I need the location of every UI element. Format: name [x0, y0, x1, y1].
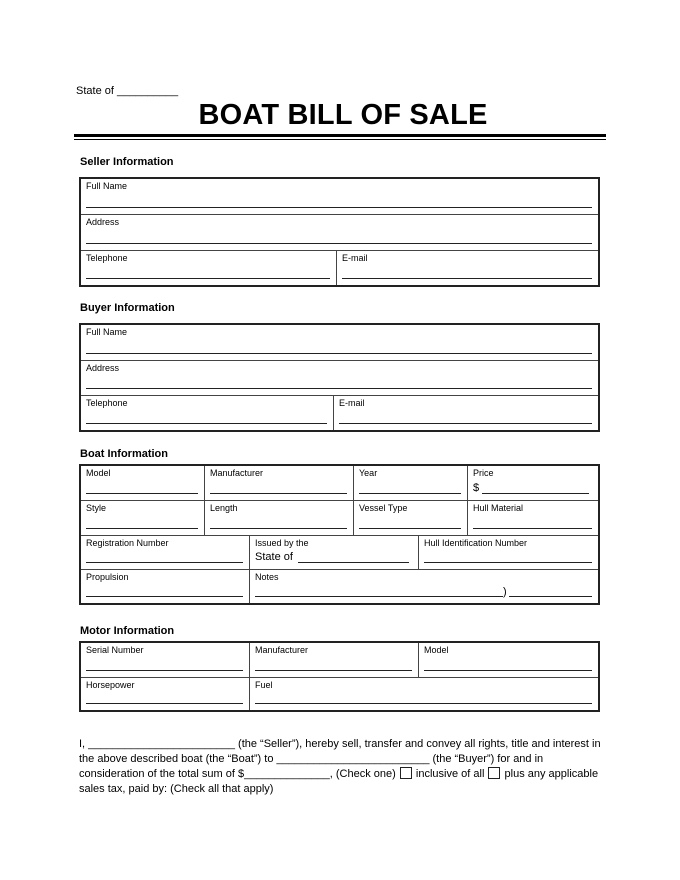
buyer-full-name-row: [81, 325, 598, 361]
state-of-line: State of __________: [76, 85, 179, 97]
buyer-telephone-line: [86, 423, 327, 424]
document-title: BOAT BILL OF SALE: [198, 99, 488, 131]
boat-issued-by-label: Issued by the: [255, 538, 309, 548]
buyer-email-line: [339, 423, 592, 424]
motor-manufacturer-line: [255, 670, 412, 671]
agreement-text-main: I, ________________________ (the “Seller”), hereby sell, transfer and convey all rights, title and interest in the above described boat (the “Boat”) to _________________________ (the “Buyer”) for and in consideration of the total sum of $______________, (Check one): [79, 738, 601, 780]
boat-price-label: Price: [473, 468, 494, 478]
seller-email-line: [342, 278, 592, 279]
buyer-full-name-line: [86, 353, 592, 354]
agreement-option-inclusive: inclusive of all: [415, 768, 485, 780]
boat-manufacturer-label: Manufacturer: [210, 468, 264, 478]
motor-horsepower-field[interactable]: [81, 678, 249, 710]
plus-tax-checkbox[interactable]: [488, 767, 500, 779]
boat-notes-label: Notes: [255, 572, 279, 582]
buyer-telephone-field[interactable]: [81, 396, 333, 430]
boat-notes-line-2: [509, 596, 592, 597]
seller-email-label: E-mail: [342, 253, 368, 263]
motor-model-label: Model: [424, 645, 449, 655]
boat-row-3: [81, 536, 598, 570]
boat-price-dollar-sign: $: [473, 482, 480, 494]
motor-horsepower-line: [86, 703, 243, 704]
motor-section-title: Motor Information: [80, 625, 175, 637]
seller-telephone-label: Telephone: [86, 253, 128, 263]
boat-style-line: [86, 528, 198, 529]
boat-vessel-type-label: Vessel Type: [359, 503, 408, 513]
buyer-contact-row: [81, 396, 598, 430]
boat-propulsion-line: [86, 596, 243, 597]
seller-address-line: [86, 243, 592, 244]
seller-email-field[interactable]: [336, 251, 598, 285]
boat-year-field[interactable]: [353, 466, 467, 500]
boat-year-line: [359, 493, 461, 494]
seller-section-title: Seller Information: [80, 156, 174, 168]
buyer-email-field[interactable]: [333, 396, 598, 430]
boat-length-label: Length: [210, 503, 238, 513]
boat-price-field[interactable]: [467, 466, 598, 500]
motor-fuel-label: Fuel: [255, 680, 273, 690]
boat-hin-field[interactable]: [418, 536, 598, 569]
boat-notes-paren: ): [503, 586, 507, 598]
motor-manufacturer-label: Manufacturer: [255, 645, 309, 655]
boat-vessel-type-line: [359, 528, 461, 529]
seller-full-name-line: [86, 207, 592, 208]
boat-section-title: Boat Information: [80, 448, 168, 460]
buyer-address-line: [86, 388, 592, 389]
motor-manufacturer-field[interactable]: [249, 643, 418, 677]
sale-agreement-paragraph: [79, 737, 604, 797]
boat-price-line: [482, 493, 589, 494]
buyer-full-name-field[interactable]: [81, 325, 598, 360]
boat-vessel-type-field[interactable]: [353, 501, 467, 535]
boat-row-2: [81, 501, 598, 536]
buyer-address-row: [81, 361, 598, 396]
boat-style-field[interactable]: [81, 501, 204, 535]
motor-row-1: [81, 643, 598, 678]
motor-row-2: [81, 678, 598, 710]
buyer-address-label: Address: [86, 363, 120, 373]
boat-info-box: [79, 464, 600, 605]
motor-horsepower-label: Horsepower: [86, 680, 135, 690]
boat-model-field[interactable]: [81, 466, 204, 500]
motor-serial-field[interactable]: [81, 643, 249, 677]
boat-manufacturer-line: [210, 493, 347, 494]
title-rule-thin: [74, 139, 606, 140]
boat-registration-label: Registration Number: [86, 538, 169, 548]
seller-full-name-label: Full Name: [86, 181, 128, 191]
boat-style-label: Style: [86, 503, 107, 513]
inclusive-tax-checkbox[interactable]: [400, 767, 412, 779]
buyer-telephone-label: Telephone: [86, 398, 128, 408]
boat-issued-state-line: [298, 562, 409, 563]
seller-telephone-field[interactable]: [81, 251, 336, 285]
boat-propulsion-field[interactable]: [81, 570, 249, 603]
boat-length-field[interactable]: [204, 501, 353, 535]
boat-model-line: [86, 493, 198, 494]
motor-info-box: [79, 641, 600, 712]
boat-model-label: Model: [86, 468, 111, 478]
motor-model-line: [424, 670, 592, 671]
motor-fuel-field[interactable]: [249, 678, 598, 710]
boat-hull-material-line: [473, 528, 592, 529]
boat-length-line: [210, 528, 347, 529]
boat-propulsion-label: Propulsion: [86, 572, 129, 582]
buyer-full-name-label: Full Name: [86, 327, 128, 337]
boat-hull-material-field[interactable]: [467, 501, 598, 535]
boat-year-label: Year: [359, 468, 378, 478]
boat-issued-by-field[interactable]: [249, 536, 418, 569]
motor-serial-label: Serial Number: [86, 645, 144, 655]
boat-row-4: [81, 570, 598, 603]
boat-hull-material-label: Hull Material: [473, 503, 524, 513]
motor-fuel-line: [255, 703, 592, 704]
boat-registration-field[interactable]: [81, 536, 249, 569]
boat-notes-field[interactable]: [249, 570, 598, 603]
seller-contact-row: [81, 251, 598, 285]
boat-registration-line: [86, 562, 243, 563]
boat-row-1: [81, 466, 598, 501]
seller-info-box: [79, 177, 600, 287]
boat-manufacturer-field[interactable]: [204, 466, 353, 500]
buyer-email-label: E-mail: [339, 398, 365, 408]
buyer-info-box: [79, 323, 600, 432]
buyer-section-title: Buyer Information: [80, 302, 175, 314]
agreement-option-plus: plus any applicable sales tax, paid by: (Check all that apply): [79, 768, 599, 795]
boat-hin-line: [424, 562, 592, 563]
seller-full-name-row: [81, 179, 598, 215]
boat-notes-line: [255, 596, 503, 597]
boat-issued-state-prefix: State of: [255, 551, 293, 563]
seller-telephone-line: [86, 278, 330, 279]
seller-full-name-field[interactable]: [81, 179, 598, 214]
boat-hin-label: Hull Identification Number: [424, 538, 528, 548]
motor-model-field[interactable]: [418, 643, 598, 677]
title-rule-thick: [74, 134, 606, 137]
seller-address-label: Address: [86, 217, 120, 227]
buyer-address-field[interactable]: [81, 361, 598, 395]
motor-serial-line: [86, 670, 243, 671]
seller-address-row: [81, 215, 598, 251]
seller-address-field[interactable]: [81, 215, 598, 250]
